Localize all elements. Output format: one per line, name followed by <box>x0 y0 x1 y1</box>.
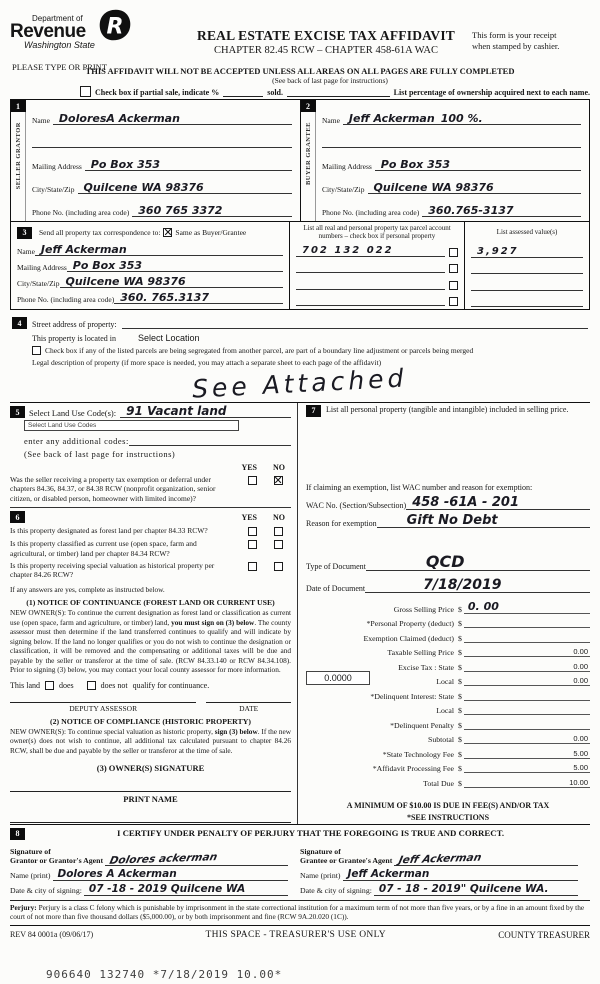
personal-property-label: List all personal property (tangible and intangible) included in selling price. <box>326 405 569 415</box>
notice-compliance-title: (2) NOTICE OF COMPLIANCE (HISTORIC PROPERTY) <box>50 716 251 726</box>
excise-tax-local-field[interactable]: 0.00 <box>464 676 590 686</box>
owner-signature-line[interactable] <box>10 791 291 792</box>
logo-revenue-text: Revenue <box>10 21 86 42</box>
grantor-date-city-field[interactable]: 07 -18 - 2019 Quilcene WA <box>84 884 288 896</box>
excise-tax-state-field[interactable]: 0.00 <box>464 662 590 672</box>
forest-no-checkbox[interactable] <box>274 527 283 536</box>
parcel-field-1[interactable]: 702 132 022 <box>296 246 445 257</box>
section-2-number: 2 <box>301 100 316 112</box>
parcel-field-2[interactable] <box>296 262 445 273</box>
buyer-grantee-label: BUYER GRANTEE <box>304 122 312 186</box>
section-8-number: 8 <box>10 828 25 840</box>
corr-city-field[interactable]: Quilcene WA 98376 <box>60 276 284 288</box>
seller-grantor-label: SELLER GRANTOR <box>14 122 22 190</box>
fee-table: Gross Selling Price $ 0. 00 *Personal Property (deduct) $ Exemption Claimed (deduct) $ Taxable Selling Price $ 0.00 Excise Tax : State $ 0.00 0.0000 Local $ 0.00 *Delinquent Interest: State $ Local $ *Delinquent Penalty $ Subtotal $ 0.00 *State Technology Fee $ 5.00 *Affidavit Processing Fee $ 5.00 Total Due $ 10.00 <box>306 599 590 788</box>
gross-selling-price-field[interactable]: 0. 00 <box>464 600 590 614</box>
corr-phone-field[interactable]: 360. 765.3137 <box>114 292 283 304</box>
minimum-fee-note: A MINIMUM OF $10.00 IS DUE IN FEE(S) AND/OR TAX *SEE INSTRUCTIONS <box>346 800 550 822</box>
middle-columns <box>10 402 590 824</box>
grantee-signature-block: Signature of Grantee or Grantee's Agent Jeff Ackerman Name (print) Jeff Ackerman Date & city of signing: 07 - 18 - 2019" Quilcene WA. <box>300 842 590 896</box>
buyer-city-field[interactable]: Quilcene WA 98376 <box>368 182 582 194</box>
buyer-name2-field[interactable] <box>322 136 581 148</box>
seller-city-field[interactable]: Quilcene WA 98376 <box>78 182 293 194</box>
exemption-claim-label: If claiming an exemption, list WAC number and reason for exemption: <box>306 483 533 493</box>
assessed-field-1[interactable]: 3,927 <box>471 247 583 258</box>
form-title-block <box>180 6 472 56</box>
grantor-signature-block: Signature of Grantor or Grantor's Agent Dolores ackerman Name (print) Dolores A Ackerman Date & city of signing: 07 -18 - 2019 Quilcene WA <box>10 842 300 896</box>
partial-percent-field[interactable] <box>223 96 263 97</box>
land-does-checkbox[interactable] <box>45 681 54 690</box>
exemption-no-checkbox[interactable] <box>274 476 283 485</box>
affidavit-processing-fee-field[interactable]: 5.00 <box>464 763 590 773</box>
state-technology-fee-field[interactable]: 5.00 <box>464 749 590 759</box>
warning-note: THIS AFFIDAVIT WILL NOT BE ACCEPTED UNLESS ALL AREAS ON ALL PAGES ARE FULLY COMPLETED <box>85 66 515 76</box>
same-as-buyer-checkbox[interactable] <box>163 228 172 237</box>
please-type-note: PLEASE TYPE OR PRINT <box>12 62 108 72</box>
parcel-field-3[interactable] <box>296 279 445 290</box>
partial-sale-row <box>80 86 590 97</box>
dor-logo <box>10 6 180 50</box>
grantee-date-city-field[interactable]: 07 - 18 - 2019" Quilcene WA. <box>374 884 578 896</box>
notice-compliance-body: NEW OWNER(S): To continue special valuation as historic property, sign (3) below. If the new owner(s) does not wish to continue, all additional tax calculated pursuant to chapter 84.26 RCW, shall be due and payable by the seller or transferor at the time of sale. <box>10 726 291 755</box>
form-rev-number: REV 84 0001a (09/06/17) <box>10 930 94 940</box>
tax-column: 7 List all personal property (tangible and intangible) included in selling price. If claiming an exemption, list WAC number and reason for exemption: WAC No. (Section/Subsection) 458 -61A - 201 Reason for exemption Gift No Debt Type of Document QCD Date of Document 7/18/2019 Gross Selling Price $ 0. 00 *Personal Property (deduct) $ Exemption Claimed (deduct) $ Taxable Selling Price $ 0.00 Excise Tax : State $ 0.00 0.0000 Local $ 0.00 *Delinquent Interest: State $ Local $ *Delinquent Penalty $ Subtotal $ 0.00 *State Technology Fee $ 5.00 *Affidavit Processing Fee $ 5.00 Total Due $ 10.00 A MINIMUM OF $10.00 IS DUE IN FEE(S) AND/OR TAX *SEE INSTRUCTIONS <box>306 405 588 822</box>
deputy-assessor-line[interactable]: DEPUTY ASSESSOR <box>10 702 196 713</box>
current-use-question: Is this property classified as current use (open space, farm and agricultural, or timber) land per chapter 84.34 RCW? <box>10 539 197 558</box>
form-header <box>10 6 590 64</box>
grantee-signature-field[interactable]: Jeff Ackerman <box>394 854 578 866</box>
total-due-field[interactable]: 10.00 <box>464 778 590 788</box>
correspondence-box <box>10 221 590 310</box>
revenue-r-icon <box>98 8 132 42</box>
land-use-column: 5 Select Land Use Code(s): 91 Vacant land Select Land Use Codes enter any additional codes: (See back of last page for instructions) YES NO Was the seller receiving a property tax exemption or deferral under chapters 84.36, 84.37, or 84.38 RCW (nonprofit organization, senior citizen, or disabled person, homeowner with limited income)? ✕ 6 YES NO Is this property designated as forest land per chapter 84.33 RCW? Is this property classified as current use (open space, farm and agricultural, or timber) land per chapter 84.34 RCW? Is this property receiving special valuation as historical property per chapter 84.26 RCW? If any answers are yes, complete as instructed below. (1) NOTICE OF CONTINUANCE (FOREST LAND OR CURRENT USE) NEW OWNER(S): To continue the current designation as forest land or classification as current use (open space, farm and agriculture, or timber) land, you must sign on (3) below. The county assessor must then determine if the land transferred continues to qualify and will indicate by signing below. If the land no longer qualifies or you do not wish to continue the designation or classification, it will be removed and the compensating or additional taxes will be due and payable by the seller or transferor at the time of sale. (RCW 84.33.140 or RCW 84.34.108). Prior to signing (3) below, you may contact your local county assessor for more information. This land does does not qualify for continuance. DEPUTY ASSESSOR DATE (2) NOTICE OF COMPLIANCE (HISTORIC PROPERTY) NEW OWNER(S): To continue special valuation as historic property, sign (3) below. If the new owner(s) does not wish to continue, all additional tax calculated pursuant to chapter 84.26 RCW, shall be due and payable by the seller or transferor at the time of sale. (3) OWNER(S) SIGNATURE PRINT NAME <box>10 403 298 824</box>
buyer-address-field[interactable]: Po Box 353 <box>375 159 581 171</box>
section-1-number: 1 <box>11 100 26 112</box>
parcel-header: List all real and personal property tax parcel account numbers – check box if personal property <box>303 224 451 241</box>
logo-dept-text: Department of <box>32 14 83 23</box>
parcel-field-4[interactable] <box>296 295 445 306</box>
property-section: 4 Street address of property: This property is located in Select Location Check box if any of the listed parcels are being segregated from another parcel, are part of a boundary line adjustment or parcels being merged Legal description of property (if more space is needed, you may attach a separate sheet to each page of the affidavit) See Attached <box>10 310 590 402</box>
exemption-reason-field[interactable]: Gift No Debt <box>377 514 590 528</box>
deputy-date-line[interactable]: DATE <box>206 702 291 713</box>
taxable-selling-price-field[interactable]: 0.00 <box>464 647 590 657</box>
footer-row <box>10 930 590 940</box>
svg-text:R: R <box>106 13 124 40</box>
section-6-number: 6 <box>10 511 25 523</box>
seller-address-field[interactable]: Po Box 353 <box>85 159 292 171</box>
section-7-number: 7 <box>306 405 321 417</box>
perjury-notice: Perjury: Perjury is a class C felony which is punishable by imprisonment in the state correctional institution for a maximum term of not more than five years, or by a fine in an amount fixed by the court of not more than five thousand dollars ($5,000.00), or by both imprisonment and fine (RCW 9A.20.020 (1C)). <box>10 900 590 926</box>
local-rate-input[interactable]: 0.0000 <box>306 671 370 685</box>
logo-state-text: Washington State <box>24 40 95 51</box>
form-subtitle: CHAPTER 82.45 RCW – CHAPTER 458-61A WAC <box>214 45 438 56</box>
land-does-not-checkbox[interactable] <box>87 681 96 690</box>
historic-yes-checkbox[interactable] <box>248 562 257 571</box>
forest-yes-checkbox[interactable] <box>248 527 257 536</box>
forest-land-question: Is this property designated as forest land per chapter 84.33 RCW? <box>10 526 208 536</box>
legal-description-label: Legal description of property (if more space is needed, you may attach a separate sheet to each page of the affidavit) <box>32 358 382 368</box>
section-5-number: 5 <box>10 406 25 418</box>
ownership-percent-note: List percentage of ownership acquired next to each name. <box>393 88 590 97</box>
form-title: REAL ESTATE EXCISE TAX AFFIDAVIT <box>197 28 455 43</box>
see-back-note-2: (See back of last page for instructions) <box>24 449 176 460</box>
cashier-stamp: 906640 132740 *7/18/2019 10.00* <box>46 967 283 981</box>
receipt-note: This form is your receipt when stamped by cashier. <box>472 30 560 51</box>
buyer-name-field[interactable]: Jeff Ackerman 100 %. <box>343 113 581 125</box>
print-name-label: PRINT NAME <box>123 794 178 804</box>
if-yes-note: If any answers are yes, complete as instructed below. <box>10 584 165 594</box>
assessed-values-section <box>465 222 589 309</box>
land-use-code-field[interactable]: 91 Vacant land <box>120 405 291 418</box>
current-use-no-checkbox[interactable] <box>274 540 283 549</box>
buyer-phone-field[interactable]: 360.765-3137 <box>422 205 581 217</box>
partial-sale-checkbox[interactable] <box>80 86 91 97</box>
historic-no-checkbox[interactable] <box>274 562 283 571</box>
land-use-codes-dropdown[interactable]: Select Land Use Codes <box>24 420 239 431</box>
correspondence-section: 3 Send all property tax correspondence to: ✕ Same as Buyer/Grantee Name Jeff Ackerman Mailing Address Po Box 353 City/State/Zip Quilcene WA 98376 Phone No. (including area code) 360. 765.3137 <box>11 222 289 309</box>
current-use-yes-checkbox[interactable] <box>248 540 257 549</box>
parcel-numbers-section <box>289 222 465 309</box>
historic-question: Is this property receiving special valuation as historical property per chapter 84.26 RCW? <box>10 560 215 580</box>
seller-name2-field[interactable] <box>32 136 292 148</box>
parties-box <box>10 99 590 221</box>
seller-phone-field[interactable]: 360 765 3372 <box>132 205 292 217</box>
assessed-field-2[interactable] <box>471 263 583 274</box>
personal-property-checkbox-2[interactable] <box>449 264 458 273</box>
corr-address-field[interactable]: Po Box 353 <box>67 260 283 272</box>
tax-exemption-question: Was the seller receiving a property tax exemption or deferral under chapters 84.36, 84.37, or 84.38 RCW (nonprofit organization, senior citizen, or disabled person, homeowner with limited income)? <box>10 475 216 503</box>
personal-property-checkbox-3[interactable] <box>449 281 458 290</box>
wac-number-field[interactable]: 458 -61A - 201 <box>406 496 590 510</box>
street-address-field[interactable] <box>122 317 588 329</box>
assessed-field-4[interactable] <box>471 296 583 307</box>
grantee-print-name-field[interactable]: Jeff Ackerman <box>343 869 579 881</box>
document-type-field[interactable]: QCD <box>366 554 590 571</box>
seller-section: 1 SELLER GRANTOR Name DoloresA Ackerman Mailing Address Po Box 353 City/State/Zip Quilcene WA 98376 Phone No. (including area code) 360 765 3372 <box>11 100 300 221</box>
treasurer-space-label: THIS SPACE - TREASURER'S USE ONLY <box>205 929 386 940</box>
seller-name-field[interactable]: DoloresA Ackerman <box>53 113 292 125</box>
buyer-section: 2 BUYER GRANTEE Name Jeff Ackerman 100 %. Mailing Address Po Box 353 City/State/Zip Quilcene WA 98376 Phone No. (including area code) 360.765-3137 <box>300 100 589 221</box>
corr-name-field[interactable]: Jeff Ackerman <box>35 244 283 256</box>
certification-section <box>10 824 590 896</box>
assessed-field-3[interactable] <box>471 280 583 291</box>
legal-description-field[interactable]: See Attached <box>191 363 409 404</box>
section-3-number: 3 <box>17 227 32 239</box>
document-date-field[interactable]: 7/18/2019 <box>365 578 590 593</box>
notice-continuance-title: (1) NOTICE OF CONTINUANCE (FOREST LAND OR CURRENT USE) <box>26 598 275 608</box>
location-select[interactable]: Select Location <box>137 333 200 344</box>
county-treasurer-label: COUNTY TREASURER <box>498 929 590 940</box>
grantor-signature-field[interactable]: Dolores ackerman <box>105 854 288 866</box>
partial-sale-label: Check box if partial sale, indicate % <box>95 88 220 97</box>
perjury-certification: I CERTIFY UNDER PENALTY OF PERJURY THAT THE FOREGOING IS TRUE AND CORRECT. <box>116 827 505 838</box>
additional-codes-field[interactable] <box>129 434 291 446</box>
assessed-header: List assessed value(s) <box>496 228 558 236</box>
grantor-print-name-field[interactable]: Dolores A Ackerman <box>53 869 289 881</box>
see-back-note: (See back of last page for instructions) <box>272 76 388 85</box>
section-4-number: 4 <box>12 317 27 329</box>
sold-label: sold. <box>267 88 284 97</box>
ownership-percent-value: 100 %. <box>440 112 483 125</box>
personal-property-checkbox-4[interactable] <box>449 297 458 306</box>
exemption-yes-checkbox[interactable] <box>248 476 257 485</box>
notice-continuance-body: NEW OWNER(S): To continue the current designation as forest land or classification as current use (open space, farm and agriculture, or timber) land, you must sign on (3) below. The county assessor must then determine if the land transferred continues to qualify and will indicate by signing below. If the land no longer qualifies or you do not wish to continue the designation or classification, it will be removed and the compensating or additional taxes will be due and payable by the seller or transferor at the time of sale. (RCW 84.33.140 or RCW 84.34.108). Prior to signing (3) below, you may contact your local county assessor for more information. <box>10 608 292 675</box>
subtotal-field[interactable]: 0.00 <box>464 734 590 744</box>
owners-signature-title: (3) OWNER(S) SIGNATURE <box>96 763 205 773</box>
personal-property-checkbox-1[interactable] <box>449 248 458 257</box>
segregated-checkbox[interactable] <box>32 346 41 355</box>
